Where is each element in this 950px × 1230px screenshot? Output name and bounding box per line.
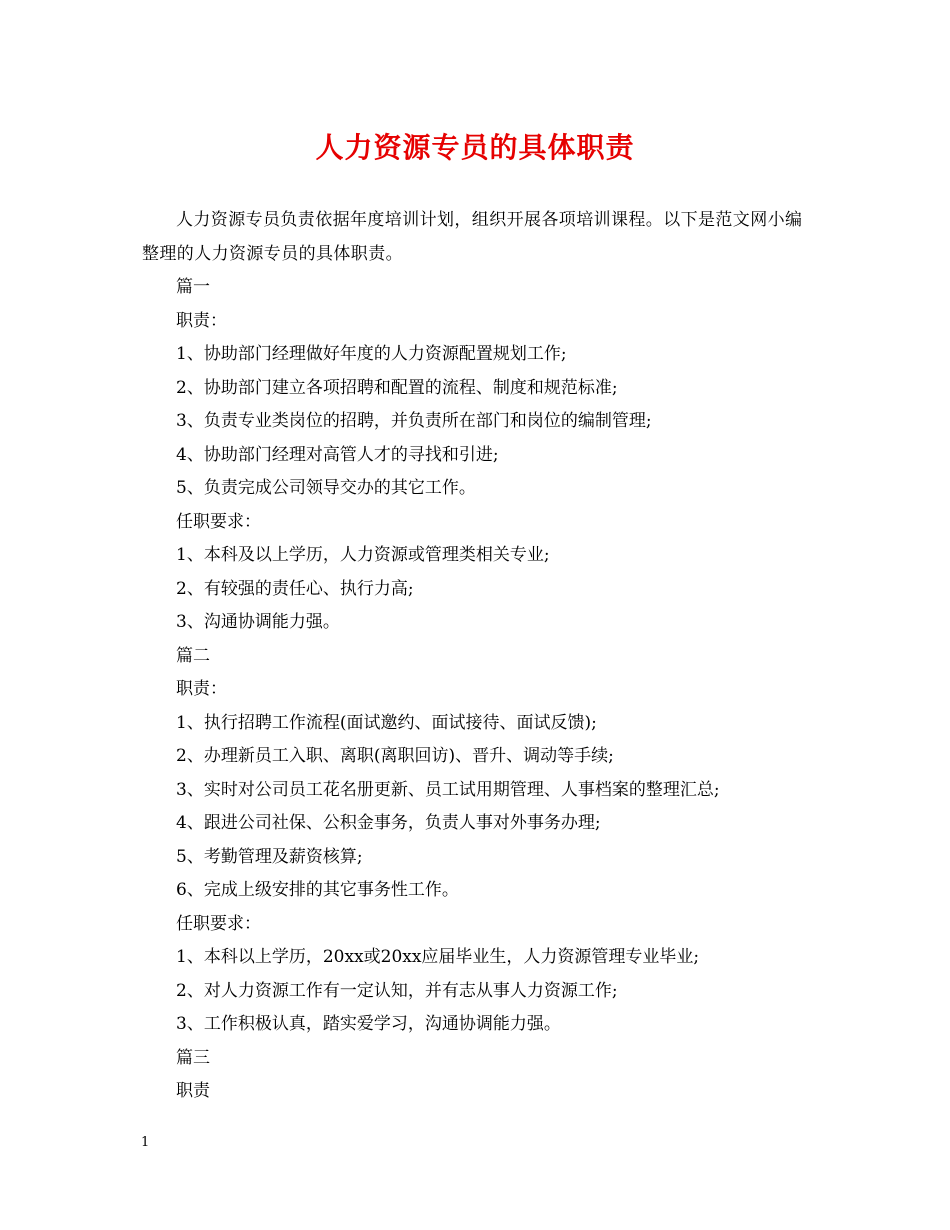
list-item: 2、办理新员工入职、离职(离职回访)、晋升、调动等手续; xyxy=(176,746,614,766)
section-label: 职责 xyxy=(176,1081,210,1101)
section-label: 任职要求： xyxy=(176,913,261,934)
list-item: 3、沟通协调能力强。 xyxy=(176,612,340,632)
list-item: 4、协助部门经理对高管人才的寻找和引进; xyxy=(176,444,499,465)
section-label: 职责： xyxy=(176,679,227,699)
list-item: 3、实时对公司员工花名册更新、员工试用期管理、人事档案的整理汇总; xyxy=(176,779,720,800)
list-item: 2、协助部门建立各项招聘和配置的流程、制度和规范标准; xyxy=(176,377,618,398)
list-item: 4、跟进公司社保、公积金事务，负责人事对外事务办理; xyxy=(176,813,601,833)
intro-paragraph: 人力资源专员负责依据年度培训计划，组织开展各项培训课程。以下是范文网小编整理的人力资源专员的具体职责。 xyxy=(142,210,803,264)
list-item: 6、完成上级安排的其它事务性工作。 xyxy=(176,880,459,900)
list-item: 5、负责完成公司领导交办的其它工作。 xyxy=(176,478,476,498)
list-item: 1、本科以上学历，20xx或20xx应届毕业生，人力资源管理专业毕业; xyxy=(176,947,700,967)
page-number: 1 xyxy=(141,1135,150,1150)
list-item: 1、协助部门经理做好年度的人力资源配置规划工作; xyxy=(176,344,567,364)
section-heading-2: 篇二 xyxy=(176,645,210,666)
list-item: 1、本科及以上学历，人力资源或管理类相关专业; xyxy=(176,545,550,565)
list-item: 5、考勤管理及薪资核算; xyxy=(176,846,363,867)
section-heading-1: 篇一 xyxy=(176,277,210,297)
document-body xyxy=(142,204,810,1109)
list-item: 1、执行招聘工作流程(面试邀约、面试接待、面试反馈); xyxy=(176,712,597,733)
list-item: 2、对人力资源工作有一定认知，并有志从事人力资源工作; xyxy=(176,980,618,1001)
list-item: 3、负责专业类岗位的招聘，并负责所在部门和岗位的编制管理; xyxy=(176,411,652,431)
list-item: 3、工作积极认真，踏实爱学习，沟通协调能力强。 xyxy=(176,1014,561,1034)
section-label: 任职要求： xyxy=(176,511,261,532)
section-label: 职责： xyxy=(176,310,227,331)
list-item: 2、有较强的责任心、执行力高; xyxy=(176,578,414,599)
section-heading-3: 篇三 xyxy=(176,1047,210,1068)
document-title: 人力资源专员的具体职责 xyxy=(315,131,635,164)
